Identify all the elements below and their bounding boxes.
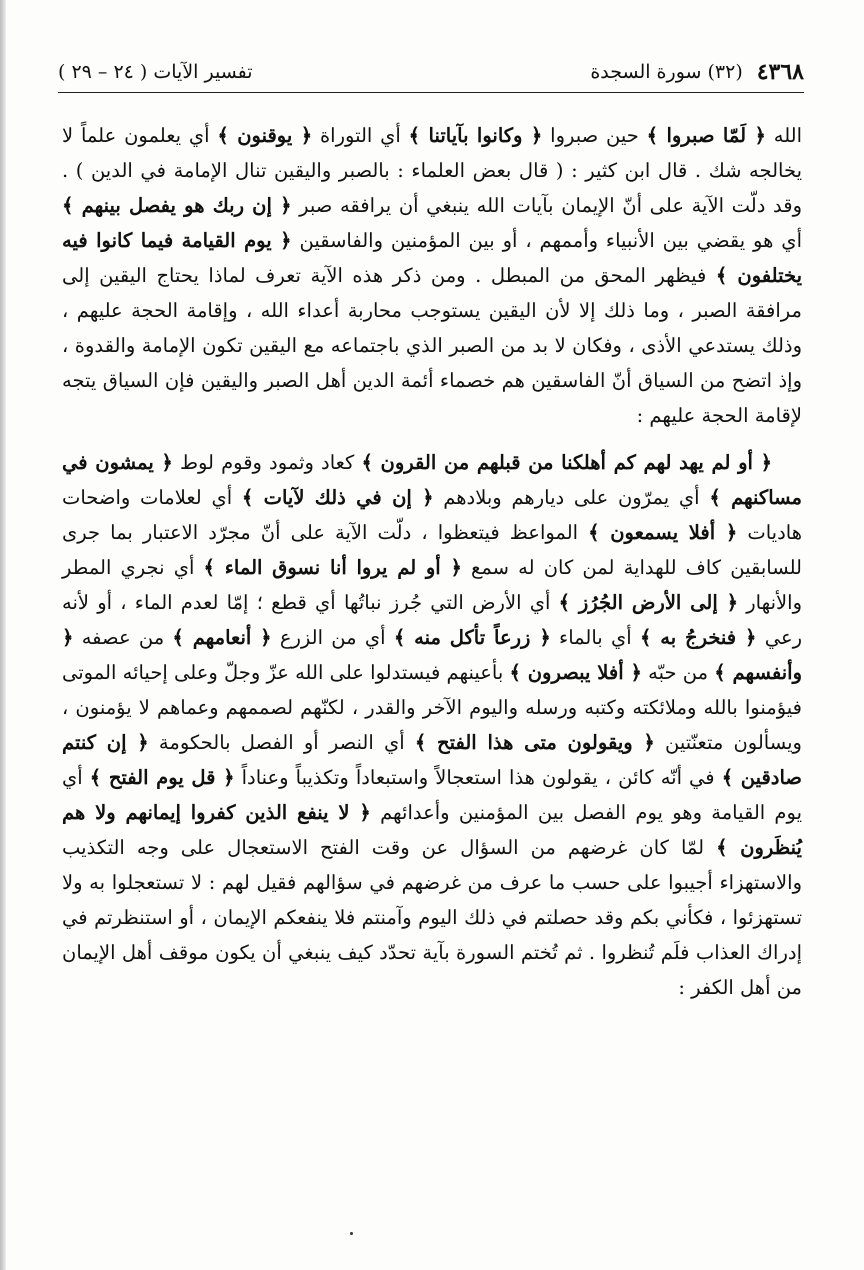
quran-quote: ﴿ وأنفسهم ﴾ xyxy=(62,626,803,684)
paragraph-1 xyxy=(62,118,802,433)
quran-quote: ﴿ أفلا يبصرون ﴾ xyxy=(509,661,642,684)
section-title: تفسير الآيات ( ٢٤ – ٢٩ ) xyxy=(58,61,253,83)
quran-quote: ﴿ يمشون في مساكنهم ﴾ xyxy=(62,451,802,509)
commentary-text: أي لعلامات واضحات هاديات xyxy=(62,486,802,544)
header-right xyxy=(590,59,804,85)
quran-quote: ﴿ أو لم يهد لهم كم أهلكنا من قبلهم من القرون ﴾ xyxy=(361,451,773,474)
quran-quote: ﴿ إن كنتم صادقين ﴾ xyxy=(62,731,802,789)
quran-quote: ﴿ لَمّا صبروا ﴾ xyxy=(646,124,766,147)
commentary-text: من عصفه xyxy=(73,626,173,649)
commentary-text: أي النصر أو الفصل بالحكومة xyxy=(148,731,415,754)
commentary-text: أي بالماء xyxy=(550,626,640,649)
quran-quote: ﴿ إلى الأرض الجُرُز ﴾ xyxy=(558,591,739,614)
page-header xyxy=(58,52,804,92)
quran-quote: ﴿ يوم القيامة فيما كانوا فيه يختلفون ﴾ xyxy=(62,229,802,287)
commentary-text: بأعينهم فيستدلوا على الله عزّ وجلّ وعلى إحيائه الموتى فيؤمنوا بالله وملائكته وكتبه ورسله واليوم الآخر والقدر ، لكنّهم لصممهم وعماهم لا يؤمنون ، ويسألون متعنّتين xyxy=(62,661,802,754)
commentary-text: أي التوراة xyxy=(312,124,409,147)
quran-quote: ﴿ أنعامهم ﴾ xyxy=(172,626,272,649)
paragraph-2 xyxy=(62,445,802,1005)
commentary-text: حين صبروا xyxy=(542,124,647,147)
quran-quote: ﴿ إن في ذلك لآيات ﴾ xyxy=(241,486,434,509)
page-binding-shadow xyxy=(0,0,6,1270)
quran-quote: ﴿ أو لم يروا أنا نسوق الماء ﴾ xyxy=(203,556,462,579)
page-body xyxy=(62,118,802,1005)
page-number: ٤٣٦٨ xyxy=(756,59,804,85)
commentary-text: أي يمرّون على ديارهم وبلادهم xyxy=(433,486,710,509)
quran-quote: ﴿ ويقولون متى هذا الفتح ﴾ xyxy=(414,731,655,754)
surah-title: (٣٢) سورة السجدة xyxy=(590,61,743,83)
quran-quote: ﴿ يوقنون ﴾ xyxy=(217,124,313,147)
quran-quote: ﴿ فنخرجُ به ﴾ xyxy=(639,626,757,649)
header-rule xyxy=(58,92,804,93)
quran-quote: ﴿ زرعاً تأكل منه ﴾ xyxy=(393,626,551,649)
commentary-text: لمّا كان غرضهم من السؤال عن وقت الفتح الاستعجال على وجه التكذيب والاستهزاء أجيبوا على حسب ما عرف من غرضهم في سؤالهم فقيل لهم : لا تستعجلوا به ولا تستهزئوا ، فكأني بكم وقد حصلتم في ذلك اليوم وآمنتم فلا ينفعكم الإيمان ، أو استنظرتم في إدراك العذاب فلَم تُنظروا . ثم تُختم السورة بآية تحدّد كيف ينبغي أن يكون موقف أهل الإيمان من أهل الكفر : xyxy=(62,836,802,999)
commentary-text: من حبّه xyxy=(641,661,715,684)
commentary-text: في أنّه كائن ، يقولون هذا استعجالاً واستبعاداً وتكذيباً وعناداً xyxy=(234,766,722,789)
commentary-text: أي هو يقضي بين الأنبياء وأممهم ، أو بين المؤمنين والفاسقين xyxy=(291,229,802,252)
quran-quote: ﴿ لا ينفع الذين كفروا إيمانهم ولا هم يُنظَرون ﴾ xyxy=(62,801,802,859)
commentary-text: أي نجري المطر والأنهار xyxy=(62,556,802,614)
quran-quote: ﴿ وكانوا بآياتنا ﴾ xyxy=(408,124,543,147)
quran-quote: ﴿ قل يوم الفتح ﴾ xyxy=(89,766,235,789)
quran-quote: ﴿ أفلا يسمعون ﴾ xyxy=(588,521,738,544)
commentary-text: أي الأرض التي جُرز نباتُها أي قطع ؛ إمّا لعدم الماء ، أو لأنه رعي xyxy=(62,591,802,649)
commentary-text: كعاد وثمود وقوم لوط xyxy=(172,451,362,474)
commentary-text: فيظهر المحق من المبطل . ومن ذكر هذه الآية تعرف لماذا يحتاج اليقين إلى مرافقة الصبر ، وما ذلك إلا لأن اليقين يستوجب محاربة أعداء الله ، وإقامة الحجة عليهم ، وذلك يستدعي الأذى ، وفكان لا بد من الصبر الذي باجتماعه مع اليقين تكون الإمامة والقدوة ، وإذ اتضح من السياق أنّ الفاسقين هم خصماء أئمة الدين أهل الصبر واليقين فإن السياق يتجه لإقامة الحجة عليهم : xyxy=(62,264,802,427)
commentary-text: أي يعلمون علماً لا يخالجه شك . قال ابن كثير : ( قال بعض العلماء : بالصبر واليقين تنال الإمامة في الدين ) . وقد دلّت الآية على أنّ الإيمان بآيات الله ينبغي أن يرافقه صبر xyxy=(62,124,802,217)
commentary-text: أي يوم القيامة وهو يوم الفصل بين المؤمنين وأعدائهم xyxy=(62,766,803,824)
quran-quote: ﴿ إن ربك هو يفصل بينهم ﴾ xyxy=(62,194,292,217)
page-mark xyxy=(350,1232,353,1235)
commentary-text: الله xyxy=(765,124,803,147)
commentary-text: المواعظ فيتعظوا ، دلّت الآية على أنّ مجرّد الاعتبار بما جرى للسابقين كاف للهداية لمن كان له سمع xyxy=(62,521,802,579)
commentary-text: أي من الزرع xyxy=(271,626,394,649)
